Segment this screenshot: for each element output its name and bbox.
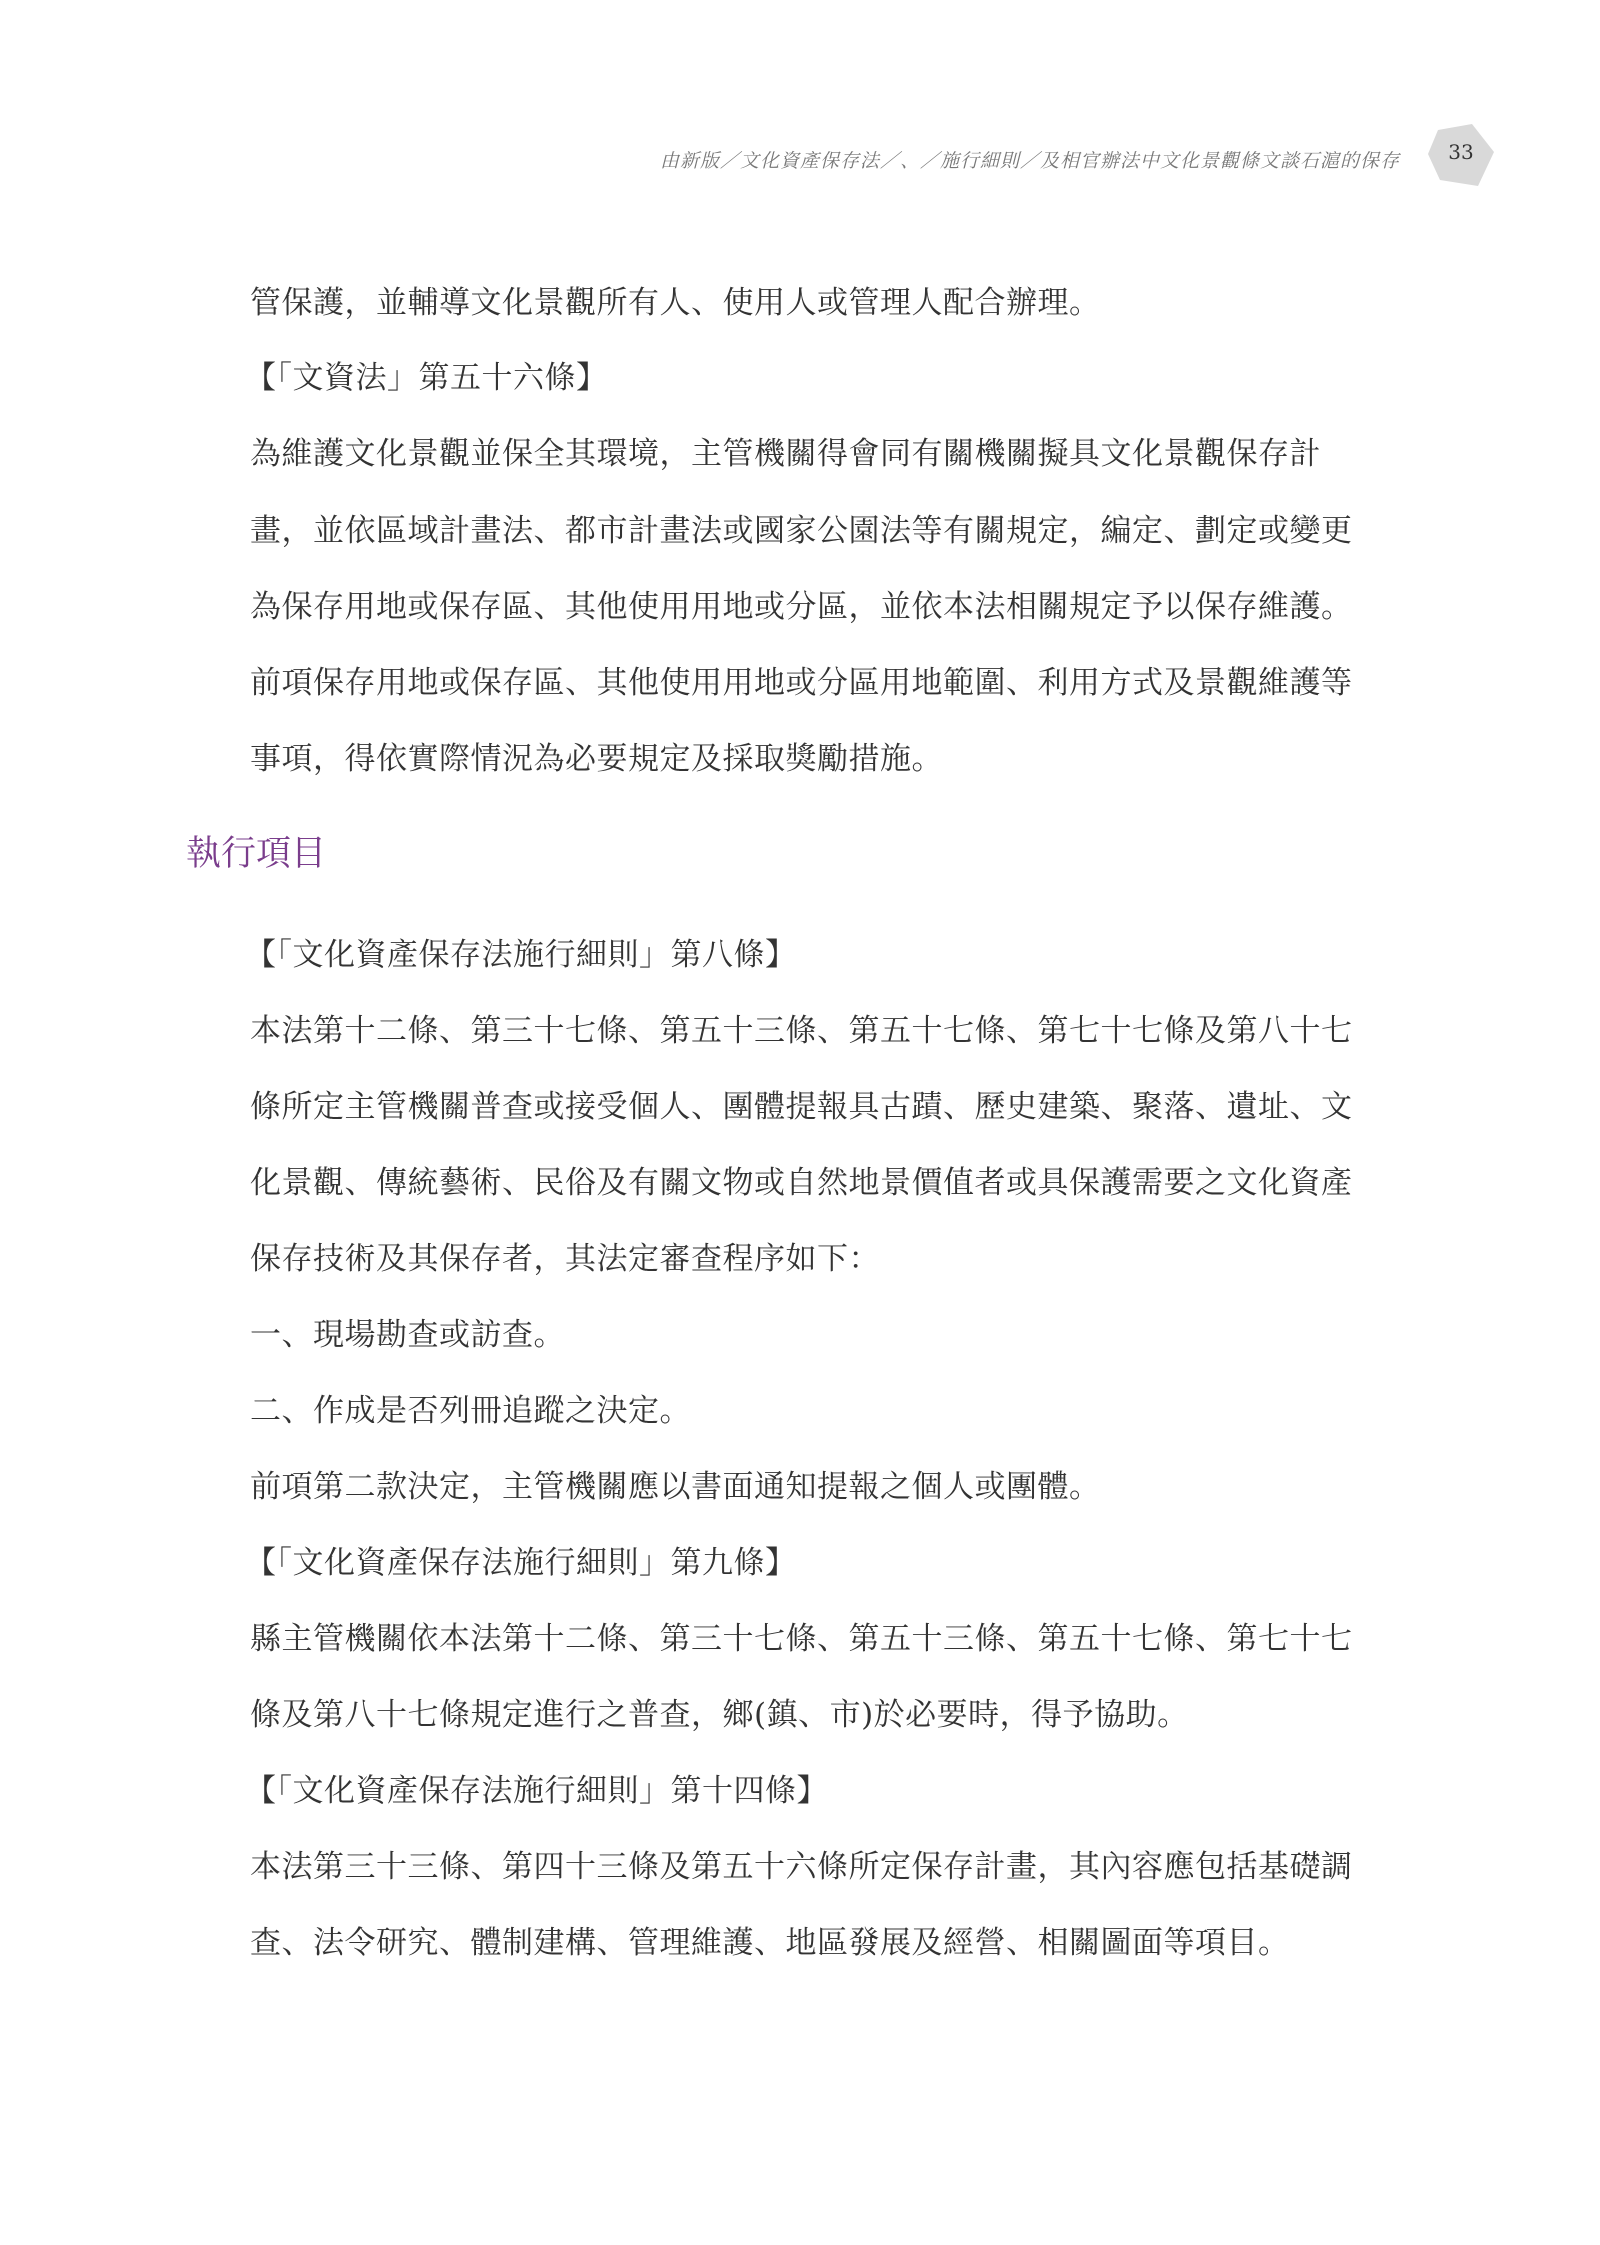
body-line-1: 管保護，並輔導文化景觀所有人、使用人或管理人配合辦理。	[250, 285, 1101, 321]
page-number: 33	[1448, 140, 1474, 164]
body-line-5: 為保存用地或保存區、其他使用用地或分區，並依本法相關規定予以保存維護。	[250, 589, 1353, 625]
article-heading-8: 【「文化資產保存法施行細則」第八條】	[245, 937, 797, 973]
body-line-3: 為維護文化景觀並保全其環境，主管機關得會同有關機關擬具文化景觀保存計	[250, 436, 1321, 472]
body-line-13: 一、現場勘查或訪查。	[250, 1317, 565, 1353]
body-line-10: 條所定主管機關普查或接受個人、團體提報具古蹟、歷史建築、聚落、遺址、文	[250, 1089, 1353, 1125]
body-line-4: 畫，並依區域計畫法、都市計畫法或國家公園法等有關規定，編定、劃定或變更	[250, 513, 1353, 549]
body-line-20: 本法第三十三條、第四十三條及第五十六條所定保存計畫，其內容應包括基礎調	[250, 1849, 1353, 1885]
body-line-14: 二、作成是否列冊追蹤之決定。	[250, 1393, 691, 1429]
article-heading-9: 【「文化資產保存法施行細則」第九條】	[245, 1545, 797, 1581]
article-heading-14: 【「文化資產保存法施行細則」第十四條】	[245, 1773, 828, 1809]
body-line-6: 前項保存用地或保存區、其他使用用地或分區用地範圍、利用方式及景觀維護等	[250, 665, 1353, 701]
body-line-11: 化景觀、傳統藝術、民俗及有關文物或自然地景價值者或具保護需要之文化資產	[250, 1165, 1353, 1201]
running-header: 由新版／文化資產保存法／、／施行細則／及相官辦法中文化景觀條文談石滬的保存	[659, 150, 1400, 172]
body-line-18: 條及第八十七條規定進行之普查，鄉(鎮、市)於必要時，得予協助。	[250, 1697, 1189, 1733]
article-heading-56: 【「文資法」第五十六條】	[245, 360, 608, 396]
body-line-9: 本法第十二條、第三十七條、第五十三條、第五十七條、第七十七條及第八十七	[250, 1013, 1353, 1049]
body-line-12: 保存技術及其保存者，其法定審查程序如下：	[250, 1241, 880, 1277]
body-line-15: 前項第二款決定，主管機關應以書面通知提報之個人或團體。	[250, 1469, 1101, 1505]
body-line-21: 查、法令研究、體制建構、管理維護、地區發展及經營、相關圖面等項目。	[250, 1925, 1290, 1961]
section-title: 執行項目	[186, 834, 327, 874]
body-line-17: 縣主管機關依本法第十二條、第三十七條、第五十三條、第五十七條、第七十七	[250, 1621, 1353, 1657]
page-number-badge	[1428, 124, 1494, 186]
body-line-7: 事項，得依實際情況為必要規定及採取獎勵措施。	[250, 741, 943, 777]
